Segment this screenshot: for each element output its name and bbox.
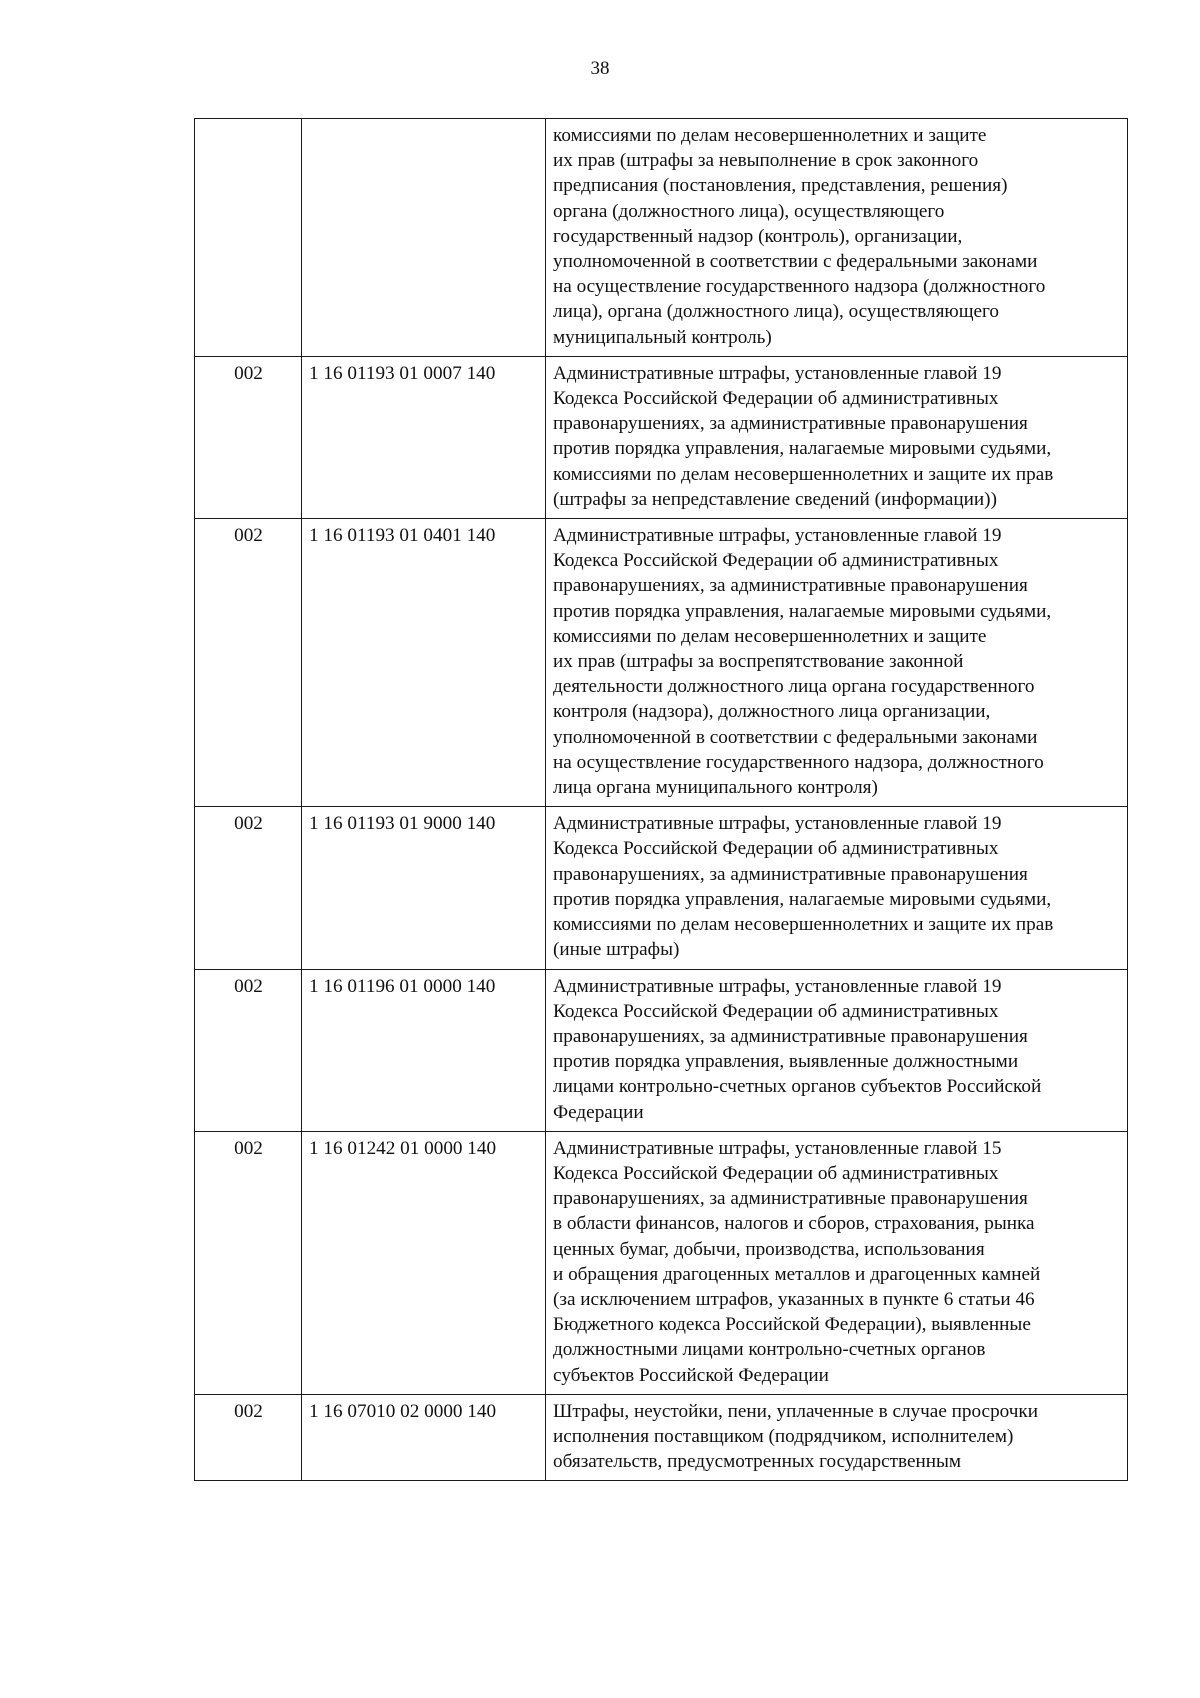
budget-code-cell: 1 16 01193 01 0401 140 <box>302 519 546 807</box>
income-name-line: комиссиями по делам несовершеннолетних и защите <box>553 125 987 146</box>
income-name-line: деятельности должностного лица органа государственного <box>553 676 1035 698</box>
income-name-line: их прав (штрафы за воспрепятствование законной <box>553 651 964 673</box>
table-row <box>195 1394 1128 1481</box>
table-row <box>195 119 1128 357</box>
income-name-line: органа (должностного лица), осуществляющего <box>553 200 945 222</box>
income-name-line: Административные штрафы, установленные главой 19 <box>553 362 1002 384</box>
income-name-line: правонарушениях, за административные правонарушения <box>553 575 1028 597</box>
income-name-line: и обращения драгоценных металлов и драгоценных камней <box>553 1263 1041 1285</box>
income-name-line: правонарушениях, за административные правонарушения <box>553 1188 1028 1210</box>
income-name-line: комиссиями по делам несовершеннолетних и защите их прав <box>553 914 1054 936</box>
budget-code-cell: 1 16 07010 02 0000 140 <box>302 1394 546 1481</box>
budget-classification-table <box>194 118 1128 1481</box>
income-name-line: субъектов Российской Федерации <box>553 1364 829 1386</box>
table-row <box>195 969 1128 1131</box>
page-number: 38 <box>590 58 610 79</box>
income-name-line: на осуществление государственного надзора, должностного <box>553 751 1044 773</box>
income-name-line: уполномоченной в соответствии с федеральными законами <box>553 251 1038 273</box>
income-name-line: на осуществление государственного надзора (должностного <box>553 276 1046 298</box>
income-name-cell <box>546 807 1128 969</box>
income-name-line: обязательств, предусмотренных государственным <box>553 1451 962 1473</box>
table-row <box>195 1131 1128 1394</box>
budget-code-cell: 1 16 01193 01 9000 140 <box>302 807 546 969</box>
income-name-line: комиссиями по делам несовершеннолетних и защите <box>553 625 987 647</box>
income-name-cell <box>546 119 1128 357</box>
table-body <box>195 119 1128 1481</box>
income-name-line: Административные штрафы, установленные главой 19 <box>553 525 1002 547</box>
income-name-line: Кодекса Российской Федерации об административных <box>553 1000 999 1022</box>
income-name-line: Кодекса Российской Федерации об административных <box>553 388 999 410</box>
income-name-line: лица), органа (должностного лица), осуществляющего <box>553 301 1000 323</box>
income-name-line: Федерации <box>553 1101 644 1123</box>
income-name-line: их прав (штрафы за невыполнение в срок законного <box>553 150 979 172</box>
income-name-line: Кодекса Российской Федерации об административных <box>553 1162 999 1184</box>
income-name-line: в области финансов, налогов и сборов, страхования, рынка <box>553 1213 1035 1235</box>
income-name-line: Штрафы, неустойки, пени, уплаченные в случае просрочки <box>553 1400 1039 1422</box>
admin-code-cell: 002 <box>195 969 302 1131</box>
income-name-line: предписания (постановления, представления, решения) <box>553 175 1008 197</box>
income-name-line: против порядка управления, налагаемые мировыми судьями, <box>553 888 1052 910</box>
table-row <box>195 807 1128 969</box>
budget-code-cell <box>302 119 546 357</box>
income-name-line: против порядка управления, налагаемые мировыми судьями, <box>553 438 1052 460</box>
budget-code-cell: 1 16 01242 01 0000 140 <box>302 1131 546 1394</box>
income-name-line: комиссиями по делам несовершеннолетних и защите их прав <box>553 463 1054 485</box>
admin-code-cell: 002 <box>195 356 302 518</box>
income-name-line: исполнения поставщиком (подрядчиком, исполнителем) <box>553 1425 1014 1447</box>
income-name-line: Административные штрафы, установленные главой 15 <box>553 1137 1002 1159</box>
income-name-line: (штрафы за непредставление сведений (информации)) <box>553 488 997 510</box>
income-name-line: муниципальный контроль) <box>553 326 772 348</box>
income-name-line: правонарушениях, за административные правонарушения <box>553 413 1028 435</box>
income-name-cell <box>546 1394 1128 1481</box>
table-row <box>195 519 1128 807</box>
income-name-line: лица органа муниципального контроля) <box>553 777 878 799</box>
income-name-line: (за исключением штрафов, указанных в пункте 6 статьи 46 <box>553 1288 1035 1310</box>
income-name-line: лицами контрольно-счетных органов субъектов Российской <box>553 1076 1042 1098</box>
income-name-line: Кодекса Российской Федерации об административных <box>553 550 999 572</box>
income-name-line: уполномоченной в соответствии с федеральными законами <box>553 726 1038 748</box>
income-name-line: Кодекса Российской Федерации об административных <box>553 838 999 860</box>
admin-code-cell <box>195 119 302 357</box>
income-name-cell <box>546 969 1128 1131</box>
income-name-line: ценных бумаг, добычи, производства, использования <box>553 1238 985 1260</box>
income-name-line: государственный надзор (контроль), организации, <box>553 225 963 247</box>
income-name-line: Административные штрафы, установленные главой 19 <box>553 813 1002 835</box>
income-name-cell <box>546 356 1128 518</box>
admin-code-cell: 002 <box>195 1394 302 1481</box>
admin-code-cell: 002 <box>195 1131 302 1394</box>
income-name-line: Административные штрафы, установленные главой 19 <box>553 975 1002 997</box>
admin-code-cell: 002 <box>195 519 302 807</box>
income-name-line: против порядка управления, налагаемые мировыми судьями, <box>553 600 1052 622</box>
income-name-line: (иные штрафы) <box>553 939 680 961</box>
budget-code-cell: 1 16 01193 01 0007 140 <box>302 356 546 518</box>
income-name-cell <box>546 1131 1128 1394</box>
income-name-line: правонарушениях, за административные правонарушения <box>553 863 1028 885</box>
income-name-line: контроля (надзора), должностного лица организации, <box>553 701 991 723</box>
income-name-line: должностными лицами контрольно-счетных органов <box>553 1339 986 1361</box>
income-name-line: против порядка управления, выявленные должностными <box>553 1051 1019 1073</box>
budget-code-cell: 1 16 01196 01 0000 140 <box>302 969 546 1131</box>
income-name-line: Бюджетного кодекса Российской Федерации), выявленные <box>553 1314 1031 1336</box>
income-name-cell <box>546 519 1128 807</box>
table-row <box>195 356 1128 518</box>
income-name-line: правонарушениях, за административные правонарушения <box>553 1025 1028 1047</box>
admin-code-cell: 002 <box>195 807 302 969</box>
